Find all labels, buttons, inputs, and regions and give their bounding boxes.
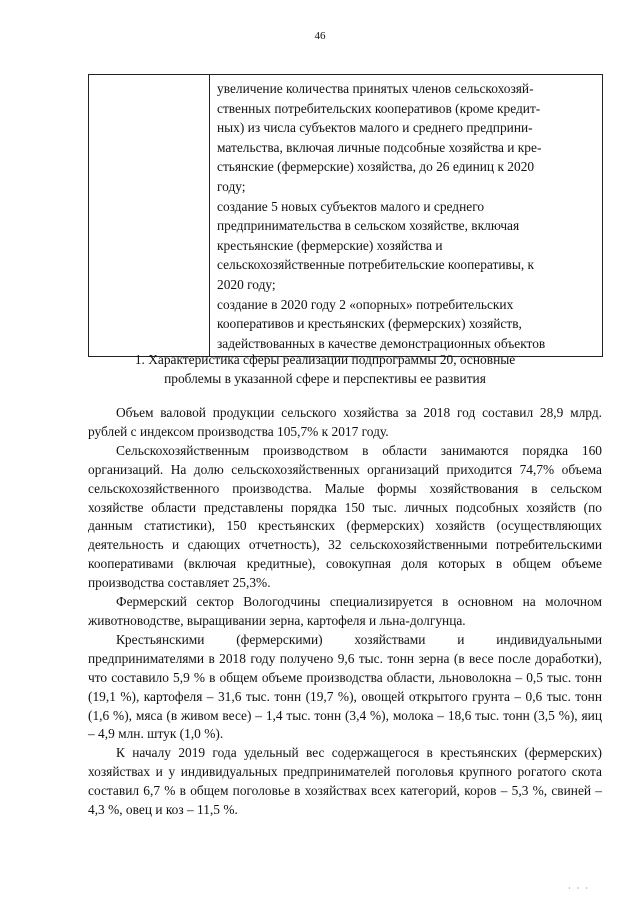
table-row xyxy=(89,75,603,357)
paragraph: Крестьянскими (фермерскими) хозяйствами и индивидуальными предпринимателями в 2018 году получено 9,6 тыс. тонн зерна (в весе после доработки), что составило 5,9 % в общем объеме производства области, льноволокна – 0,5 тыс. тонн (19,1 %), картофеля – 31,6 тыс. тонн (19,7 %), овощей открытого грунта – 0,6 тыс. тонн (1,6 %), мяса (в живом весе) – 1,4 тыс. тонн (3,4 %), молока – 18,6 тыс. тонн (3,5 %), яиц – 4,9 млн. штук (1,0 %). xyxy=(88,631,602,742)
table-cell-left xyxy=(89,75,210,357)
section-heading xyxy=(95,350,555,388)
table-text-line: 2020 году; xyxy=(217,276,276,292)
table-cell-right xyxy=(210,75,603,357)
table-text-line: кооперативов и крестьянских (фермерских) хозяйств, xyxy=(217,316,522,332)
table-text-line: ных) из числа субъектов малого и среднего предприни- xyxy=(217,120,533,136)
table-text-line: сельскохозяйственные потребительские кооперативы, к xyxy=(217,257,535,273)
body-text xyxy=(88,404,602,820)
paragraph: Сельскохозяйственным производством в области занимаются порядка 160 организаций. На долю сельскохозяйственных организаций приходится 74,7% объема сельскохозяйственного производства. Малые формы хозяйствования в сельском хозяйстве области представлены порядка 150 тыс. личных подсобных хозяйств (по данным статистики), 150 крестьянских (фермерских) хозяйств (осуществляющих деятельность и сдающих отчетность), 32 сельскохозяйственными потребительскими кооперативами (включая кредитные), совокупная доля которых в общем объеме производства составляет 25,3%. xyxy=(88,442,602,591)
page-number: 46 xyxy=(314,30,326,42)
section-heading-line: проблемы в указанной сфере и перспективы ее развития xyxy=(164,371,486,386)
table-text-line: создание в 2020 году 2 «опорных» потребительских xyxy=(217,296,514,312)
section-heading-line: 1. Характеристика сферы реализации подпрограммы 20, основные xyxy=(134,352,516,367)
paragraph: К началу 2019 года удельный вес содержащегося в крестьянских (фермерских) хозяйствах и у индивидуальных предпринимателей поголовья крупного рогатого скота составил 6,7 % в общем поголовье в хозяйствах всех категорий, коров – 5,3 %, свиней – 4,3 %, овец и коз – 11,5 %. xyxy=(88,745,602,818)
indicators-table xyxy=(88,74,603,357)
table-text-line: создание 5 новых субъектов малого и среднего xyxy=(217,198,485,214)
table-text-line: году; xyxy=(217,178,246,194)
paragraph: Объем валовой продукции сельского хозяйства за 2018 год составил 28,9 млрд. рублей с индексом производства 105,7% к 2017 году. xyxy=(88,405,602,439)
table-text-line: ственных потребительских кооперативов (кроме кредит- xyxy=(217,100,541,116)
table-text-line: задействованных в качестве демонстрационных объектов xyxy=(217,335,546,351)
table-text-line: увеличение количества принятых членов сельскохозяй- xyxy=(217,81,534,96)
table-text-line: мательства, включая личные подсобные хозяйства и кре- xyxy=(217,139,542,155)
table-text-line: предпринимательства в сельском хозяйстве, включая xyxy=(217,218,520,234)
scan-mark: · · · xyxy=(568,884,590,893)
table-text-line: стьянские (фермерские) хозяйства, до 26 единиц к 2020 xyxy=(217,159,535,175)
table-text-line: крестьянские (фермерские) хозяйства и xyxy=(217,237,443,253)
paragraph: Фермерский сектор Вологодчины специализируется в основном на молочном животноводстве, выращивании зерна, картофеля и льна-долгунца. xyxy=(88,594,602,628)
